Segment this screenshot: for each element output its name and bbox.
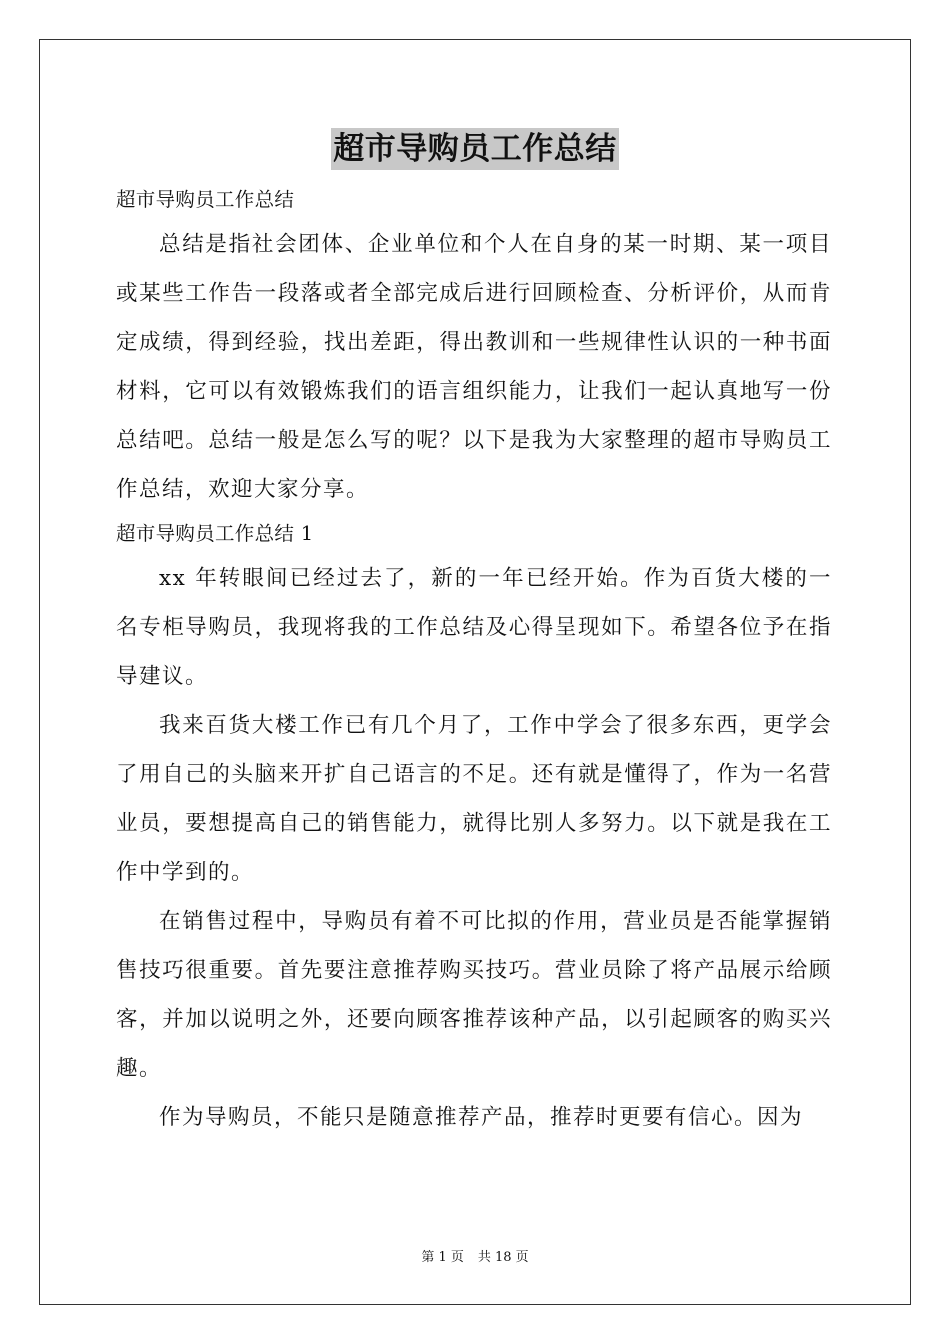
page-total: 共 18 页 bbox=[477, 1250, 529, 1265]
title-container bbox=[0, 128, 950, 170]
document-body bbox=[116, 180, 832, 1142]
body-paragraph: xx 年转眼间已经过去了，新的一年已经开始。作为百货大楼的一名专柜导购员，我现将我的工作总结及心得呈现如下。希望各位予在指导建议。 bbox=[116, 566, 832, 689]
section-heading: 超市导购员工作总结 1 bbox=[116, 522, 314, 545]
body-paragraph: 作为导购员，不能只是随意推荐产品，推荐时更要有信心。因为 bbox=[159, 1105, 804, 1130]
page-footer bbox=[0, 1246, 950, 1265]
intro-paragraph: 总结是指社会团体、企业单位和个人在自身的某一时期、某一项目或某些工作告一段落或者全部完成后进行回顾检查、分析评价，从而肯定成绩，得到经验，找出差距，得出教训和一些规律性认识的一种书面材料，它可以有效锻炼我们的语言组织能力，让我们一起认真地写一份总结吧。总结一般是怎么写的呢？以下是我为大家整理的超市导购员工作总结，欢迎大家分享。 bbox=[116, 232, 832, 502]
body-paragraph: 在销售过程中，导购员有着不可比拟的作用，营业员是否能掌握销售技巧很重要。首先要注意推荐购买技巧。营业员除了将产品展示给顾客，并加以说明之外，还要向顾客推荐该种产品，以引起顾客的购买兴趣。 bbox=[116, 909, 832, 1081]
document-subtitle: 超市导购员工作总结 bbox=[116, 188, 295, 211]
document-title: 超市导购员工作总结 bbox=[331, 128, 619, 170]
body-paragraph: 我来百货大楼工作已有几个月了，工作中学会了很多东西，更学会了用自己的头脑来开扩自己语言的不足。还有就是懂得了，作为一名营业员，要想提高自己的销售能力，就得比别人多努力。以下就是我在工作中学到的。 bbox=[116, 713, 832, 885]
page-number: 第 1 页 bbox=[421, 1250, 464, 1265]
